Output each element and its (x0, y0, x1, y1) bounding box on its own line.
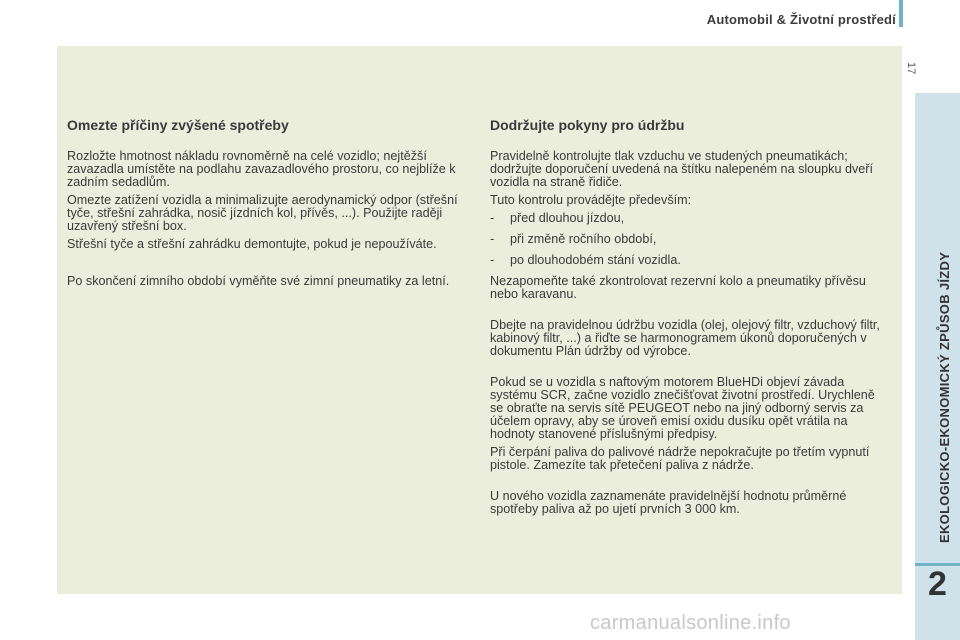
right-paragraph-4: Dbejte na pravidelnou údržbu vozidla (olej, olejový filtr, vzduchový filtr, kabinový filtr, ...) a řiďte se harmonogramem úkonů doporučených v dokumentu Plán údržby od výrobce. (490, 318, 880, 358)
page-number: 17 (905, 62, 917, 75)
left-paragraph-2: Omezte zatížení vozidla a minimalizujte aerodynamický odpor (střešní tyče, střešní zahrádka, nosič jízdních kol, přívěs, ...). Použijte raději uzavřený střešní box. (67, 193, 458, 233)
right-paragraph-2: Tuto kontrolu provádějte především: (490, 193, 692, 207)
chapter-title: EKOLOGICKO-EKONOMICKÝ ZPŮSOB JÍZDY (937, 251, 952, 543)
chapter-side-tab (915, 93, 960, 640)
watermark: carmanualsonline.info (590, 612, 791, 634)
right-paragraph-3: Nezapomeňte také zkontrolovat rezervní kolo a pneumatiky přívěsu nebo karavanu. (490, 274, 866, 301)
left-column (67, 117, 462, 293)
right-paragraph-7: U nového vozidla zaznamenáte pravidelnější hodnotu průměrné spotřeby paliva až po ujetí prvních 3 000 km. (490, 489, 847, 516)
left-paragraph-1: Rozložte hmotnost nákladu rovnoměrně na celé vozidlo; nejtěžší zavazadla umístěte na podlahu zavazadlového prostoru, co nejblíže k zadním sedadlům. (67, 149, 456, 189)
right-paragraph-6: Při čerpání paliva do palivové nádrže nepokračujte po třetím vypnutí pistole. Zamezíte tak přetečení paliva z nádrže. (490, 445, 870, 472)
right-paragraph-5: Pokud se u vozidla s naftovým motorem BlueHDi objeví závada systému SCR, začne vozidlo znečišťovat životní prostředí. Urychleně se obraťte na servis sítě PEUGEOT nebo na jiný odborný servis za účelem opravy, aby se úroveň emisí oxidu dusíku opět vrátila na hodnoty stanovené příslušnými předpisy. (490, 375, 875, 441)
list-item: - po dlouhodobém stání vozidla. (490, 253, 681, 267)
right-column (490, 117, 888, 521)
chapter-number: 2 (928, 565, 947, 603)
header-rule (899, 0, 903, 27)
list-item: - před dlouhou jízdou, (490, 211, 625, 225)
left-heading: Omezte příčiny zvýšené spotřeby (67, 117, 289, 133)
list-item: - při změně ročního období, (490, 232, 657, 246)
check-list (490, 212, 888, 267)
right-paragraph-1: Pravidelně kontrolujte tlak vzduchu ve studených pneumatikách; dodržujte doporučení uvedená na štítku nalepeném na sloupku dveří vozidla na straně řidiče. (490, 149, 873, 189)
right-heading: Dodržujte pokyny pro údržbu (490, 117, 685, 133)
header-title: Automobil & Životní prostředí (706, 12, 896, 27)
left-paragraph-4: Po skončení zimního období vyměňte své zimní pneumatiky za letní. (67, 274, 450, 288)
left-paragraph-3: Střešní tyče a střešní zahrádku demontujte, pokud je nepoužíváte. (67, 237, 437, 251)
